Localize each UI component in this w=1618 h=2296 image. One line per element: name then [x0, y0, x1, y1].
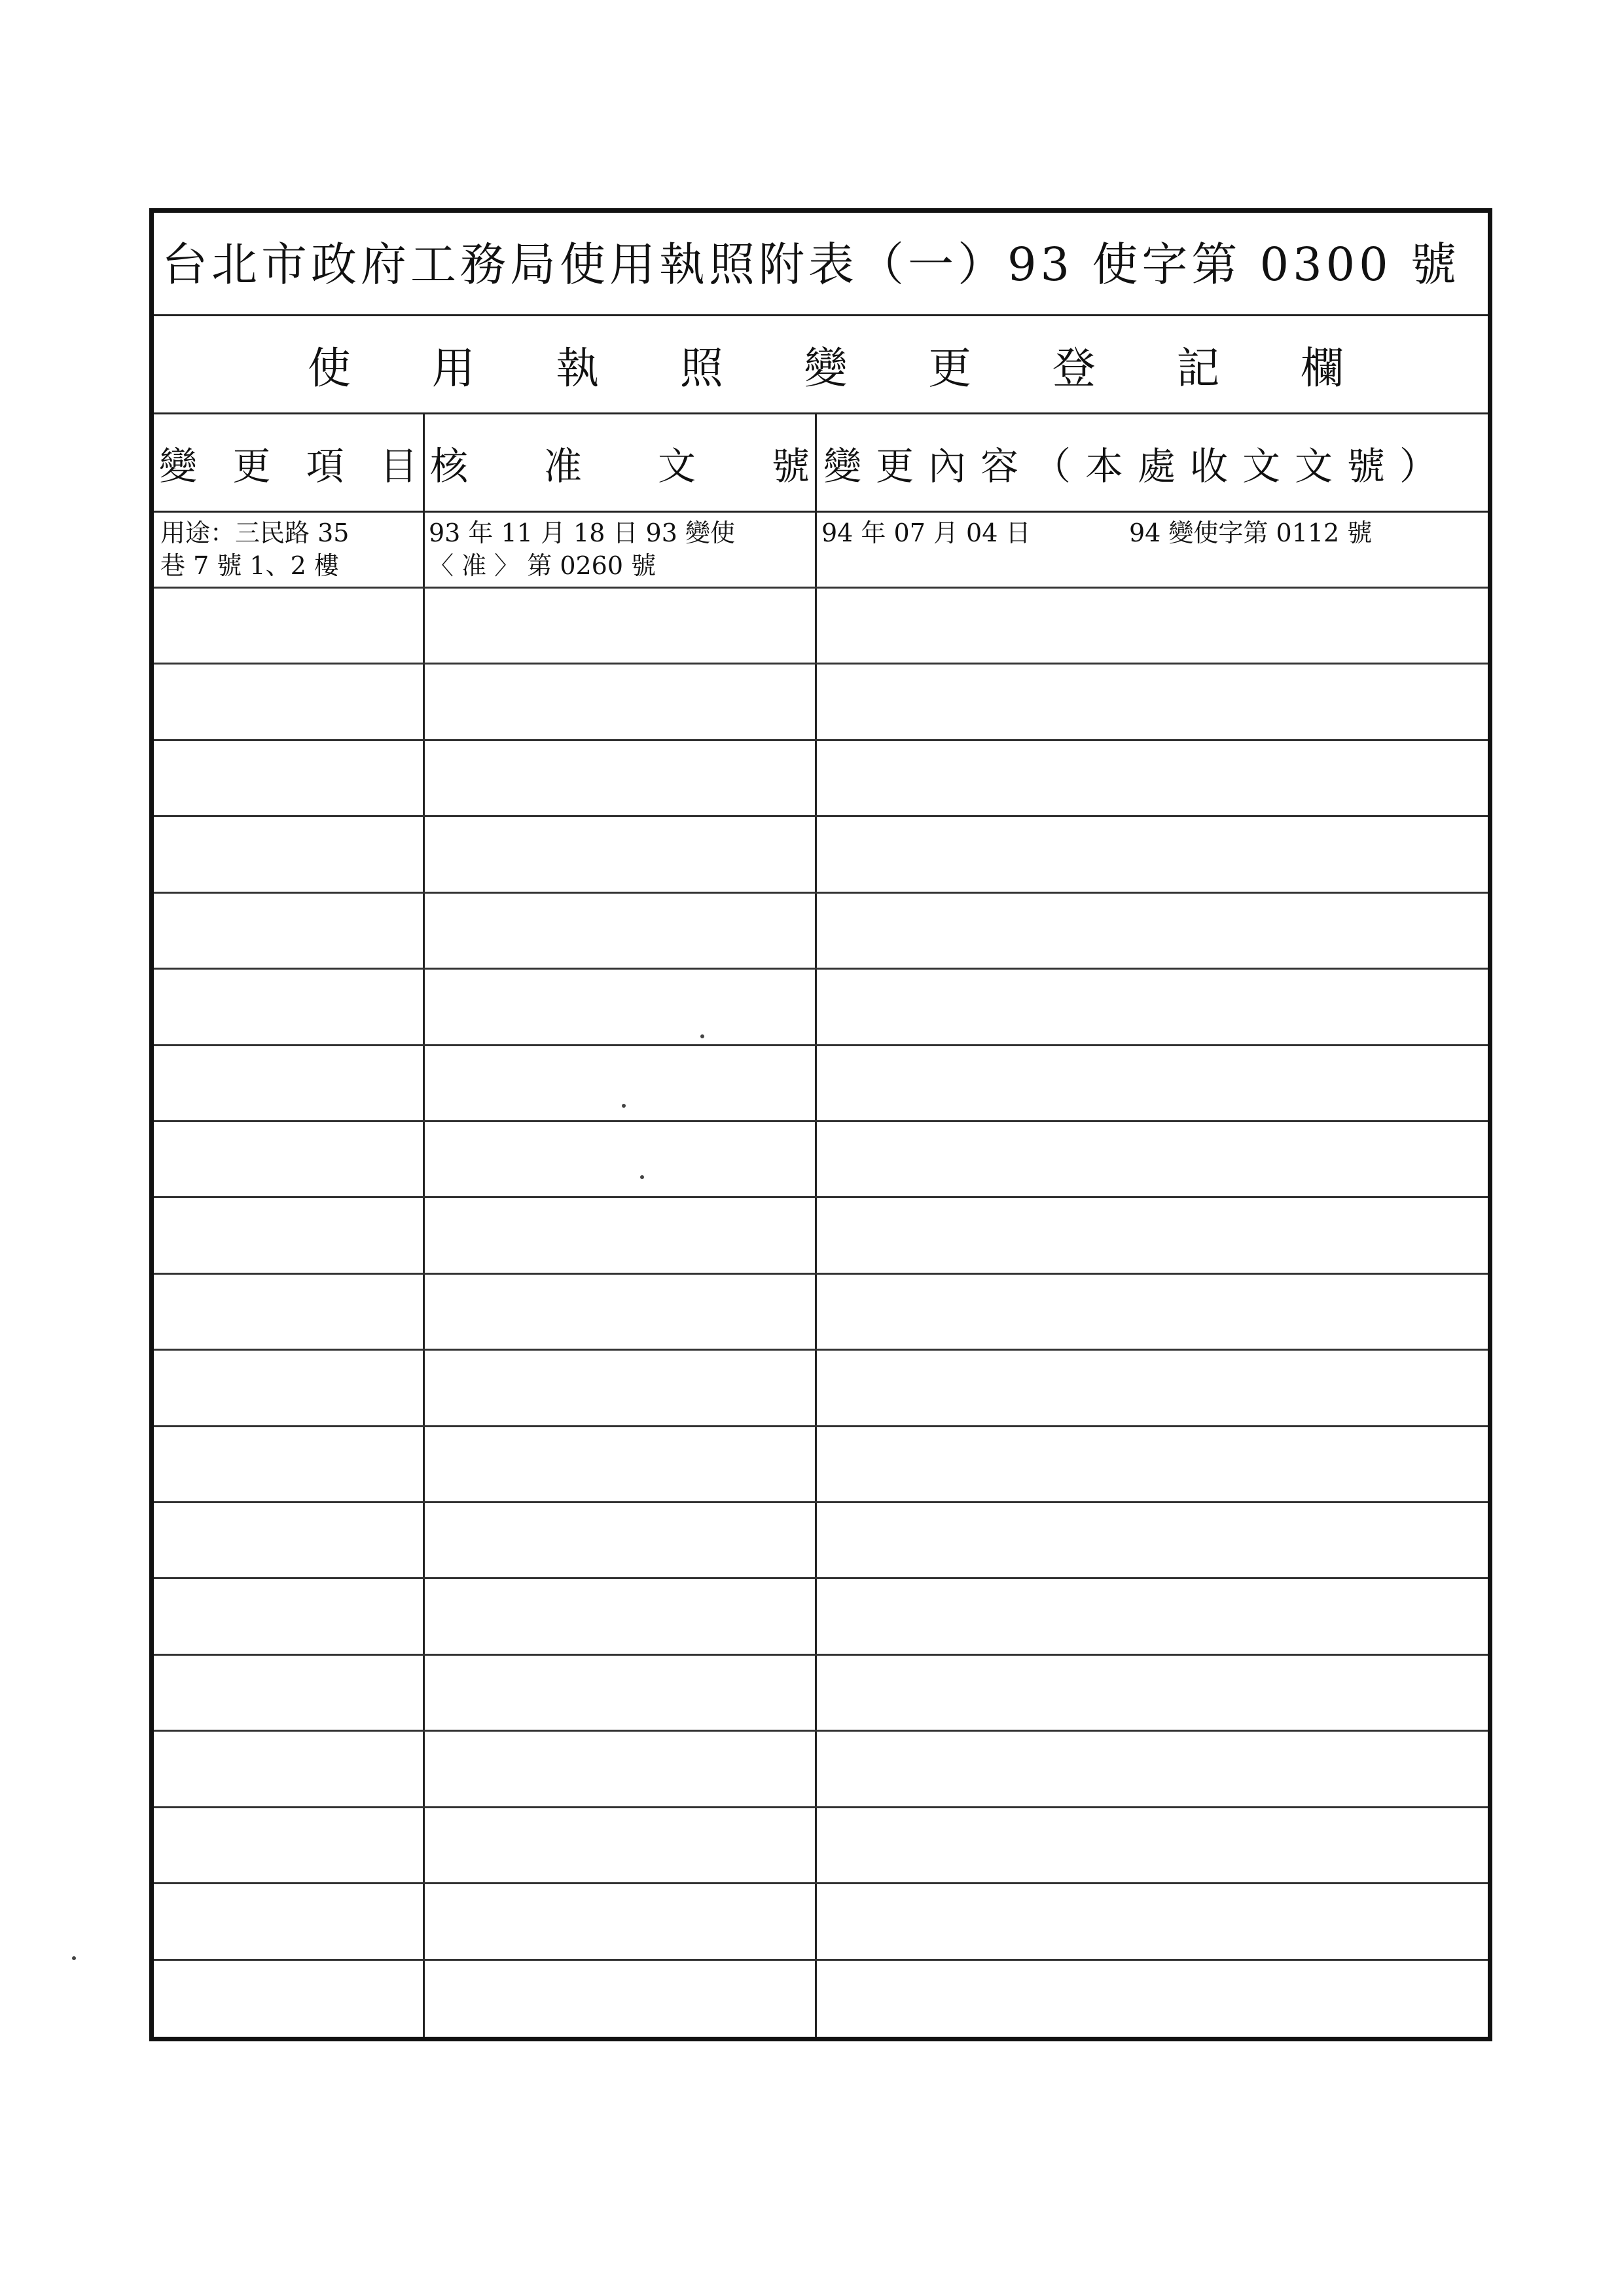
- receipt-no-cell: 94 變使字第 0112 號: [1129, 519, 1373, 547]
- section-heading-char: 記: [1176, 343, 1220, 393]
- header-approval-no: [425, 414, 815, 511]
- table-row: [154, 1884, 1488, 1960]
- table-row: [154, 970, 1488, 1046]
- section-heading-char: 欄: [1301, 343, 1344, 393]
- header-char: 文: [657, 443, 696, 488]
- table-row: [154, 1656, 1488, 1732]
- section-heading-char: 用: [431, 343, 475, 393]
- header-char: 核: [430, 443, 469, 488]
- header-char: 目: [379, 443, 418, 488]
- table-row: [154, 1046, 1488, 1122]
- section-heading-char: 登: [1052, 343, 1096, 393]
- table-row: [154, 513, 1488, 589]
- table-row: [154, 817, 1488, 893]
- section-heading: [154, 316, 1488, 414]
- section-heading-char: 使: [308, 343, 351, 393]
- header-char: 號: [771, 443, 810, 488]
- table-row: [154, 1351, 1488, 1427]
- form-title: 台北市政府工務局使用執照附表（一）93 使字第 0300 號: [154, 213, 1488, 316]
- scan-speck: [72, 1956, 76, 1960]
- header-char: 變: [159, 443, 198, 488]
- entry-rows: [154, 513, 1488, 2037]
- table-row: [154, 1275, 1488, 1351]
- header-change-content: 變更內容（本處收文文號）: [823, 443, 1452, 488]
- approval-no-cell: [429, 517, 811, 582]
- section-heading-char: 更: [928, 343, 972, 393]
- header-char: 項: [306, 443, 344, 488]
- header-change-item: [154, 414, 423, 511]
- header-char: 准: [543, 443, 582, 488]
- section-heading-char: 照: [679, 343, 723, 393]
- header-char: 更: [232, 443, 271, 488]
- table-row: [154, 1503, 1488, 1579]
- scan-speck: [622, 1104, 626, 1108]
- table-row: [154, 1808, 1488, 1884]
- section-heading-char: 變: [804, 343, 848, 393]
- table-row: [154, 1732, 1488, 1808]
- table-row: [154, 1961, 1488, 2037]
- change-item-line: 用途：三民路 35: [160, 519, 350, 547]
- table-row: [154, 1122, 1488, 1198]
- section-heading-char: 執: [556, 343, 600, 393]
- column-header-row: [154, 414, 1488, 513]
- change-date-cell: 94 年 07 月 04 日: [821, 519, 1031, 547]
- table-row: [154, 1579, 1488, 1655]
- scan-speck: [700, 1034, 704, 1038]
- table-row: [154, 894, 1488, 970]
- license-change-form: [149, 208, 1492, 2041]
- table-row: [154, 665, 1488, 740]
- approval-no-line: 〈 准 〉 第 0260 號: [429, 551, 656, 580]
- approval-no-line: 93 年 11 月 18 日 93 變使: [429, 519, 735, 547]
- scan-speck: [640, 1175, 644, 1179]
- change-item-line: 巷 7 號 1、2 樓: [160, 551, 339, 580]
- table-row: [154, 1198, 1488, 1274]
- table-row: [154, 589, 1488, 665]
- table-row: [154, 1427, 1488, 1503]
- table-row: [154, 741, 1488, 817]
- change-item-cell: [160, 517, 419, 582]
